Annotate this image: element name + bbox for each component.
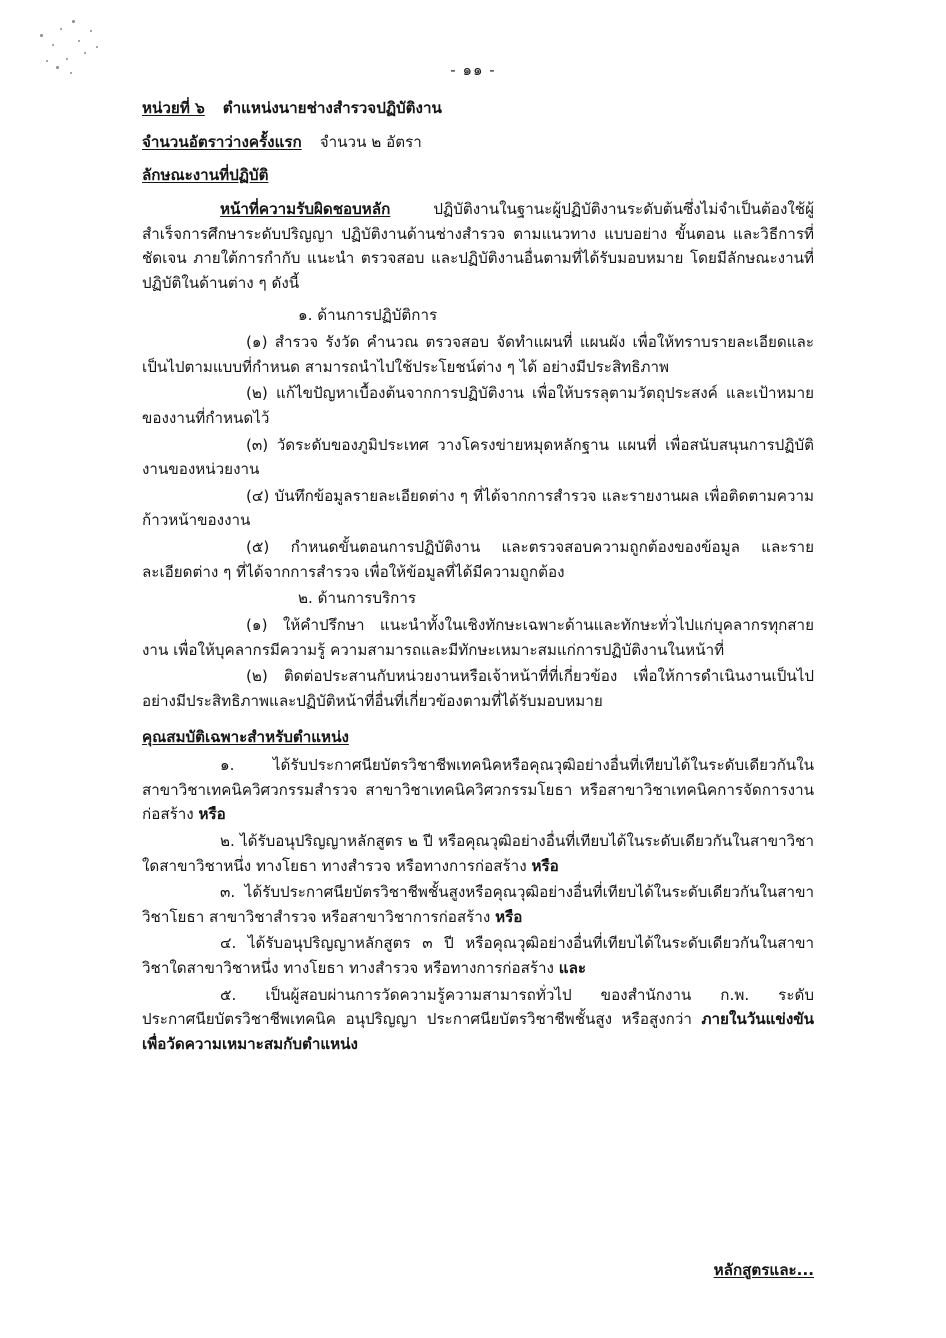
- qualification-item: ๕. เป็นผู้สอบผ่านการวัดความรู้ความสามารถทั่วไป ของสำนักงาน ก.พ. ระดับประกาศนียบัตรวิชาชีพเทคนิค อนุปริญญา ประกาศนียบัตรวิชาชีพชั้นสูง หรือสูงกว่า ภายในวันแข่งขันเพื่อวัดความเหมาะสมกับตำแหน่ง: [142, 985, 814, 1053]
- vacancy-row: [142, 130, 814, 155]
- unit-label: หน่วยที่ ๖: [142, 99, 205, 117]
- duties-intro: [142, 197, 814, 296]
- duty-item: (๕) กำหนดขั้นตอนการปฏิบัติงาน และตรวจสอบความถูกต้องของข้อมูล และรายละเอียดต่าง ๆ ที่ได้จากการสำรวจ เพื่อให้ข้อมูลที่ได้มีความถูกต้อง: [142, 538, 814, 581]
- duties-heading: ลักษณะงานที่ปฏิบัติ: [142, 166, 269, 185]
- vacancy-value: จำนวน ๒ อัตรา: [319, 132, 422, 151]
- qualification-suffix: ภายในวันแข่งขันเพื่อวัดความเหมาะสมกับตำแหน่ง: [142, 1010, 814, 1053]
- section-heading-2: ๒. ด้านการบริการ: [298, 589, 416, 608]
- duty-item: (๔) บันทึกข้อมูลรายละเอียดต่าง ๆ ที่ได้จากการสำรวจ และรายงานผล เพื่อติดตามความก้าวหน้าของงาน: [142, 486, 814, 530]
- duties-intro-bold: หน้าที่ความรับผิดชอบหลัก: [220, 199, 391, 218]
- qualification-item: ๑. ได้รับประกาศนียบัตรวิชาชีพเทคนิคหรือคุณวุฒิอย่างอื่นที่เทียบได้ในระดับเดียวกันในสาขาวิชาเทคนิควิศวกรรมสำรวจ สาขาวิชาเทคนิควิศวกรรมโยธา หรือสาขาวิชาเทคนิคการจัดการงานก่อสร้าง หรือ: [142, 756, 814, 824]
- page-number: - ๑๑ -: [450, 61, 496, 79]
- duty-item: (๑) สำรวจ รังวัด คำนวณ ตรวจสอบ จัดทำแผนที่ แผนผัง เพื่อให้ทราบรายละเอียดและเป็นไปตามแบบที่กำหนด สามารถนำไปใช้ประโยชน์ต่าง ๆ ได้ อย่างมีประสิทธิภาพ: [142, 333, 814, 376]
- qualification-item: ๔. ได้รับอนุปริญญาหลักสูตร ๓ ปี หรือคุณวุฒิอย่างอื่นที่เทียบได้ในระดับเดียวกันในสาขาวิชาใดสาขาวิชาหนึ่ง ทางโยธา ทางสำรวจ หรือทางการก่อสร้าง และ: [142, 934, 814, 977]
- qualification-suffix: และ: [558, 959, 587, 977]
- document-body: [142, 96, 814, 1059]
- qualification-suffix: หรือ: [495, 907, 523, 926]
- qualification-suffix: หรือ: [198, 805, 226, 824]
- qualification-item: ๒. ได้รับอนุปริญญาหลักสูตร ๒ ปี หรือคุณวุฒิอย่างอื่นที่เทียบได้ในระดับเดียวกันในสาขาวิชาใดสาขาวิชาหนึ่ง ทางโยธา ทางสำรวจ หรือทางการก่อสร้าง หรือ: [142, 831, 814, 875]
- section-heading-1: ๑. ด้านการปฏิบัติการ: [298, 306, 438, 325]
- duty-item: (๒) แก้ไขปัญหาเบื้องต้นจากการปฏิบัติงาน เพื่อให้บรรลุตามวัตถุประสงค์ และเป้าหมายของงานที่กำหนดไว้: [142, 384, 814, 427]
- vacancy-label: จำนวนอัตราว่างครั้งแรก: [142, 132, 302, 151]
- duty-item: (๓) วัดระดับของภูมิประเทศ วางโครงข่ายหมุดหลักฐาน แผนที่ เพื่อสนับสนุนการปฏิบัติงานของหน่วยงาน: [142, 435, 814, 479]
- duty-item: (๑) ให้คำปรึกษา แนะนำทั้งในเชิงทักษะเฉพาะด้านและทักษะทั่วไปแก่บุคลากรทุกสายงาน เพื่อให้บุคลากรมีความรู้ ความสามารถและมีทักษะเหมาะสมแก่การปฏิบัติงานในหน้าที่: [142, 615, 814, 659]
- unit-heading-row: [142, 96, 814, 121]
- unit-title: ตำแหน่งนายช่างสำรวจปฏิบัติงาน: [222, 99, 442, 117]
- qualification-suffix: หรือ: [531, 856, 559, 875]
- footer-note: หลักสูตรและ...: [713, 1261, 814, 1279]
- duty-item: (๒) ติดต่อประสานกับหน่วยงานหรือเจ้าหน้าที่ที่เกี่ยวข้อง เพื่อให้การดำเนินงานเป็นไปอย่างมีประสิทธิภาพและปฏิบัติหน้าที่อื่นที่เกี่ยวข้องตามที่ได้รับมอบหมาย: [142, 667, 814, 710]
- qualifications-heading: คุณสมบัติเฉพาะสำหรับตำแหน่ง: [142, 728, 349, 747]
- duties-intro-text: ปฏิบัติงานในฐานะผู้ปฏิบัติงานระดับต้นซึ่งไม่จำเป็นต้องใช้ผู้สำเร็จการศึกษาระดับปริญญา ปฏิบัติงานด้านช่างสำรวจ ตามแนวทาง แบบอย่าง ขั้นตอน และวิธีการที่ชัดเจน ภายใต้การกำกับ แนะนำ ตรวจสอบ และปฏิบัติงานอื่นตามที่ได้รับมอบหมาย โดยมีลักษณะงานที่ปฏิบัติในด้านต่าง ๆ ดังนี้: [142, 199, 814, 292]
- qualification-item: ๓. ได้รับประกาศนียบัตรวิชาชีพชั้นสูงหรือคุณวุฒิอย่างอื่นที่เทียบได้ในระดับเดียวกันในสาขาวิชาโยธา สาขาวิชาสำรวจ หรือสาขาวิชาการก่อสร้าง หรือ: [142, 883, 814, 926]
